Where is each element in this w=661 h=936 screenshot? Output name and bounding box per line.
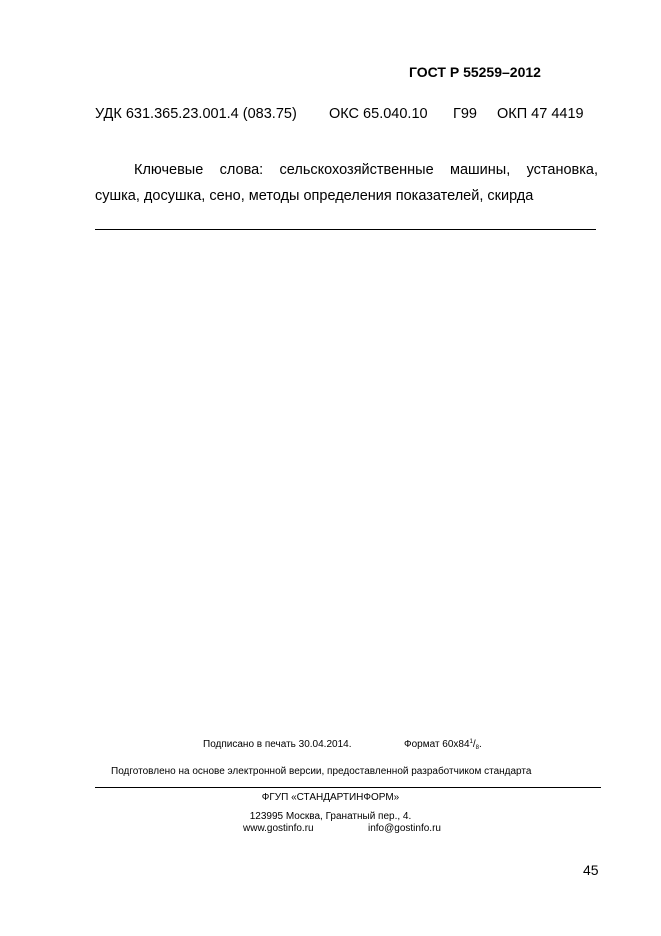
format-end: . xyxy=(479,739,482,750)
okp-code: ОКП 47 4419 xyxy=(497,106,584,122)
publisher-name: ФГУП «СТАНДАРТИНФОРМ» xyxy=(261,792,400,803)
format-denominator: 8 xyxy=(475,745,480,751)
classification-line xyxy=(95,106,595,124)
format-numerator: 1 xyxy=(469,739,473,745)
page-number: 45 xyxy=(583,862,599,878)
keywords-line-2: сушка, досушка, сено, методы определения показателей, скирда xyxy=(95,188,534,204)
signed-date: Подписано в печать 30.04.2014. xyxy=(203,739,352,750)
prepared-note: Подготовлено на основе электронной версии, предоставленной разработчиком стандарта xyxy=(111,766,532,777)
udk-code: УДК 631.365.23.001.4 (083.75) xyxy=(95,106,297,122)
keywords-line-1: Ключевые слова: сельскохозяйственные машины, установка, xyxy=(134,162,598,178)
divider xyxy=(95,229,596,230)
divider xyxy=(95,787,601,788)
oks-code: ОКС 65.040.10 xyxy=(329,106,428,122)
format-label: Формат 60x84 xyxy=(404,739,470,750)
website-link[interactable]: www.gostinfo.ru xyxy=(243,823,314,834)
paper-format: Формат $60x84^1/_8$. xyxy=(404,739,482,751)
publisher-address: 123995 Москва, Гранатный пер., 4. xyxy=(249,811,412,822)
group-code: Г99 xyxy=(453,106,477,122)
email-link[interactable]: info@gostinfo.ru xyxy=(368,823,441,834)
standard-code: ГОСТ Р 55259–2012 xyxy=(409,64,541,80)
